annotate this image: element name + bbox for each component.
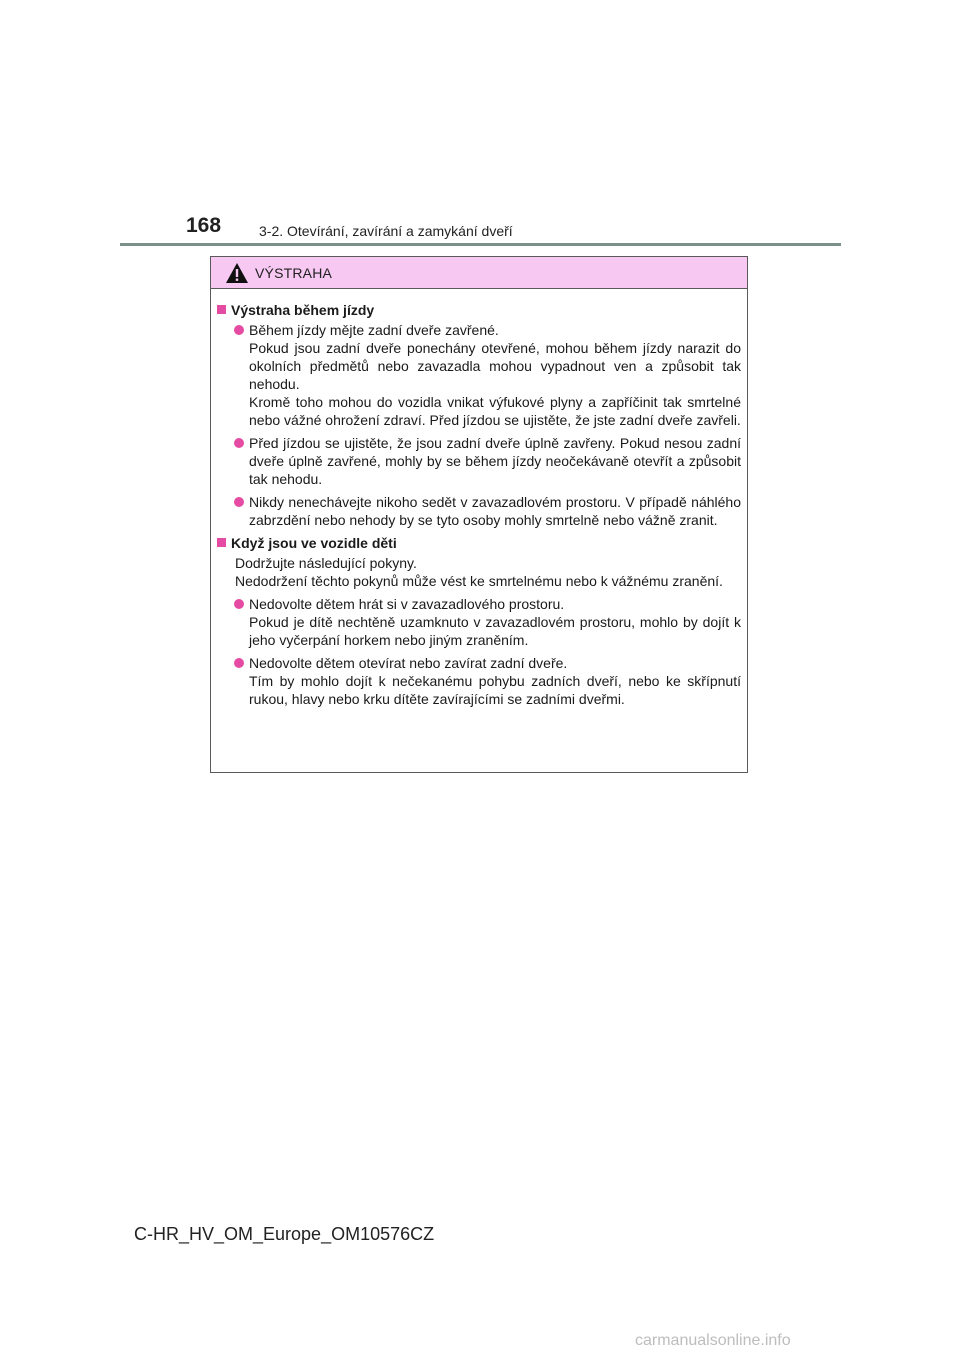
section-title: 3-2. Otevírání, zavírání a zamykání dveří — [259, 223, 513, 239]
round-bullet-icon — [234, 497, 244, 507]
warning-box — [210, 256, 748, 773]
list-item: Nedovolte dětem otevírat nebo zavírat zadní dveře. Tím by mohlo dojít k nečekanému pohybu zadních dveří, nebo ke skřípnutí rukou, hlavy nebo krku dítěte zavírajícími se zadními dveřmi. — [217, 654, 741, 708]
square-bullet-icon — [217, 305, 226, 314]
round-bullet-icon — [234, 325, 244, 335]
round-bullet-icon — [234, 438, 244, 448]
warning-header — [211, 257, 747, 289]
warning-body — [211, 289, 747, 708]
round-bullet-icon — [234, 599, 244, 609]
header-divider — [120, 243, 841, 246]
list-item: Nikdy nenechávejte nikoho sedět v zavazadlovém prostoru. V případě náhlého zabrzdění nebo nehody by se tyto osoby mohly smrtelně nebo vážně zranit. — [217, 493, 741, 529]
document-code: C-HR_HV_OM_Europe_OM10576CZ — [134, 1224, 435, 1244]
intro-paragraph: Dodržujte následující pokyny. Nedodržení těchto pokynů může vést ke smrtelnému nebo k vážnému zranění. — [235, 555, 723, 589]
list-item: Nedovolte dětem hrát si v zavazadlového prostoru. Pokud je dítě nechtěně uzamknuto v zavazadlovém prostoru, mohlo by dojít k jeho vyčerpání horkem nebo jiným zraněním. — [217, 595, 741, 649]
watermark: carmanualsonline.info — [635, 1332, 791, 1349]
list-item: Během jízdy mějte zadní dveře zavřené. Pokud jsou zadní dveře ponechány otevřené, mohou během jízdy narazit do okolních předmětů nebo zavazadla mohou vypadnout ven a způsobit tak nehodu. Kromě toho mohou do vozidla vnikat výfukové plyny a zapříčinit tak smrtelné nebo vážné ohrožení zdraví. Před jízdou se ujistěte, že jste zadní dveře zavřeli. — [217, 321, 741, 429]
page-number: 168 — [186, 214, 222, 237]
square-bullet-icon — [217, 538, 226, 547]
round-bullet-icon — [234, 658, 244, 668]
warning-title: VÝSTRAHA — [255, 265, 333, 281]
warning-triangle-icon — [225, 262, 249, 284]
subheading-children: Když jsou ve vozidle děti — [217, 534, 741, 552]
list-item: Před jízdou se ujistěte, že jsou zadní dveře úplně zavřeny. Pokud nesou zadní dveře úplně zavřené, mohly by se během jízdy neočekávaně otevřít a způsobit tak nehodu. — [217, 434, 741, 488]
page-header — [0, 0, 960, 250]
subheading-driving-warning: Výstraha během jízdy — [217, 301, 741, 319]
